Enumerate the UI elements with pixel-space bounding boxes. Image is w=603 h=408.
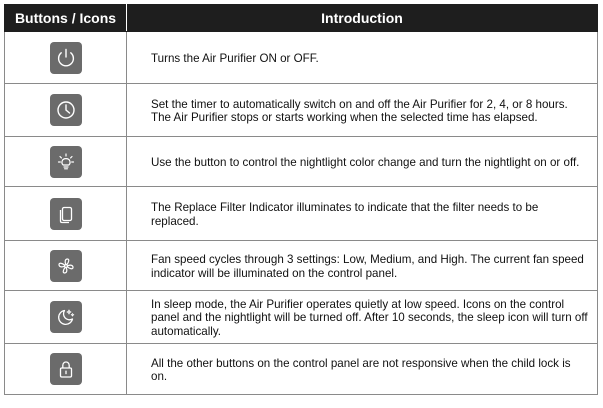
- icon-cell: [5, 187, 127, 241]
- timer-icon: [50, 94, 82, 126]
- table-row: [5, 241, 598, 291]
- power-icon: [50, 42, 82, 74]
- buttons-icons-table-container: [4, 4, 598, 395]
- sleep-icon: [50, 301, 82, 333]
- icon-cell: [5, 291, 127, 344]
- lock-icon: [50, 353, 82, 385]
- header-buttons-icons: Buttons / Icons: [5, 5, 127, 32]
- row-description: In sleep mode, the Air Purifier operates quietly at low speed. Icons on the control panel and the nightlight will be turned off. After 10 seconds, the sleep icon will turn off automatically.: [127, 291, 598, 344]
- table-row: [5, 32, 598, 84]
- header-row: [5, 5, 598, 32]
- row-description: Set the timer to automatically switch on and off the Air Purifier for 2, 4, or 8 hours. The Air Purifier stops or starts working when the selected time has elapsed.: [127, 84, 598, 137]
- icon-cell: [5, 137, 127, 187]
- row-description: Use the button to control the nightlight color change and turn the nightlight on or off.: [127, 137, 598, 187]
- icon-cell: [5, 241, 127, 291]
- table-row: [5, 84, 598, 137]
- nightlight-icon: [50, 146, 82, 178]
- header-introduction: Introduction: [127, 5, 598, 32]
- table-row: [5, 187, 598, 241]
- icon-cell: [5, 84, 127, 137]
- filter-icon: [50, 198, 82, 230]
- row-description: Turns the Air Purifier ON or OFF.: [127, 32, 598, 84]
- icon-cell: [5, 32, 127, 84]
- table-row: [5, 291, 598, 344]
- row-description: Fan speed cycles through 3 settings: Low, Medium, and High. The current fan speed indicator will be illuminated on the control panel.: [127, 241, 598, 291]
- table-row: [5, 137, 598, 187]
- fan-icon: [50, 250, 82, 282]
- row-description: All the other buttons on the control panel are not responsive when the child lock is on.: [127, 344, 598, 395]
- icon-cell: [5, 344, 127, 395]
- buttons-icons-table: [4, 4, 598, 395]
- row-description: The Replace Filter Indicator illuminates to indicate that the filter needs to be replaced.: [127, 187, 598, 241]
- table-row: [5, 344, 598, 395]
